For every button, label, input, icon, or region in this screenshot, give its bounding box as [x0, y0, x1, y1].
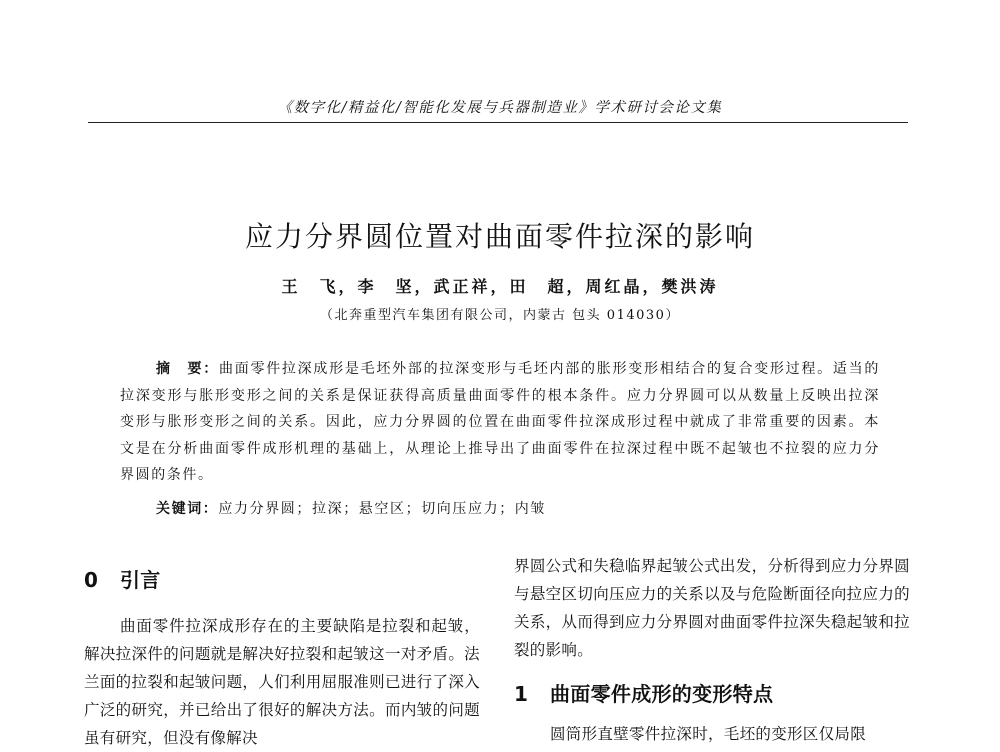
section-0-heading	[84, 560, 480, 600]
keywords-label: 关键词：	[156, 501, 219, 517]
abstract-label: 摘 要：	[156, 361, 219, 377]
header-rule	[88, 122, 908, 123]
abstract	[120, 356, 880, 489]
section-1-heading	[514, 674, 910, 714]
author-list: 王 飞，李 坚，武正祥，田 超，周红晶，樊洪涛	[281, 277, 719, 296]
section-0-paragraph: 曲面零件拉深成形存在的主要缺陷是拉裂和起皱，解决拉深件的问题就是解决好拉裂和起皱这一对矛盾。法兰面的拉裂和起皱问题，人们利用屈服准则已进行了深入广泛的研究，并已给出了很好的解决方法。而内皱的问题虽有研究，但没有像解决	[84, 617, 480, 747]
section-1-title: 曲面零件成形的变形特点	[550, 682, 774, 706]
keywords	[156, 498, 876, 518]
section-0-title: 引言	[120, 568, 161, 592]
left-column	[84, 560, 480, 752]
abstract-text: 曲面零件拉深成形是毛坯外部的拉深变形与毛坯内部的胀形变形相结合的复合变形过程。适当的拉深变形与胀形变形之间的关系是保证获得高质量曲面零件的根本条件。应力分界圆可以从数量上反映出拉深变形与胀形变形之间的关系。因此，应力分界圆的位置在曲面零件拉深成形过程中就成了非常重要的因素。本文是在分析曲面零件成形机理的基础上，从理论上推导出了曲面零件在拉深过程中既不起皱也不拉裂的应力分界圆的条件。	[120, 361, 880, 483]
keywords-text: 应力分界圆；拉深；悬空区；切向压应力；内皱	[218, 501, 547, 517]
section-1-paragraph: 圆筒形直壁零件拉深时，毛坯的变形区仅局限	[550, 725, 867, 743]
section-1-number: 1	[514, 682, 529, 706]
continued-paragraph: 界圆公式和失稳临界起皱公式出发，分析得到应力分界圆与悬空区切向压应力的关系以及与危险断面径向拉应力的关系，从而得到应力分界圆对曲面零件拉深失稳起皱和拉裂的影响。	[514, 557, 910, 659]
affiliation: （北奔重型汽车集团有限公司，内蒙古 包头 014030）	[320, 308, 680, 323]
section-0-number: 0	[84, 568, 99, 592]
running-head: 《数字化/精益化/智能化发展与兵器制造业》学术研讨会论文集	[277, 100, 723, 116]
paper-title: 应力分界圆位置对曲面零件拉深的影响	[244, 219, 755, 253]
right-column	[514, 552, 910, 748]
